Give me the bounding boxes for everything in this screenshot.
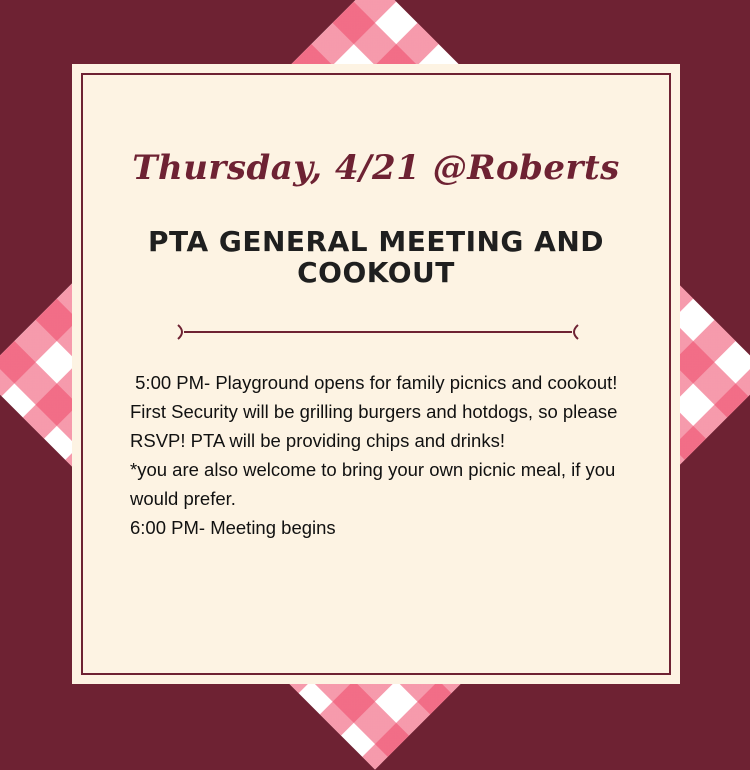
flyer-card	[72, 64, 680, 684]
event-details	[130, 368, 640, 542]
schedule-line-picnic: 5:00 PM- Playground opens for family picnics and cookout! First Security will be grilling burgers and hotdogs, so please RSVP! PTA will be providing chips and drinks!	[130, 372, 623, 451]
schedule-line-meeting: 6:00 PM- Meeting begins	[130, 517, 336, 538]
picnic-note: *you are also welcome to bring your own picnic meal, if you would prefer.	[130, 459, 621, 509]
ornamental-divider	[176, 324, 580, 340]
date-line: Thursday, 4/21 @Roberts	[132, 148, 620, 188]
flyer-title: PTA GENERAL MEETING AND COOKOUT	[148, 225, 604, 289]
